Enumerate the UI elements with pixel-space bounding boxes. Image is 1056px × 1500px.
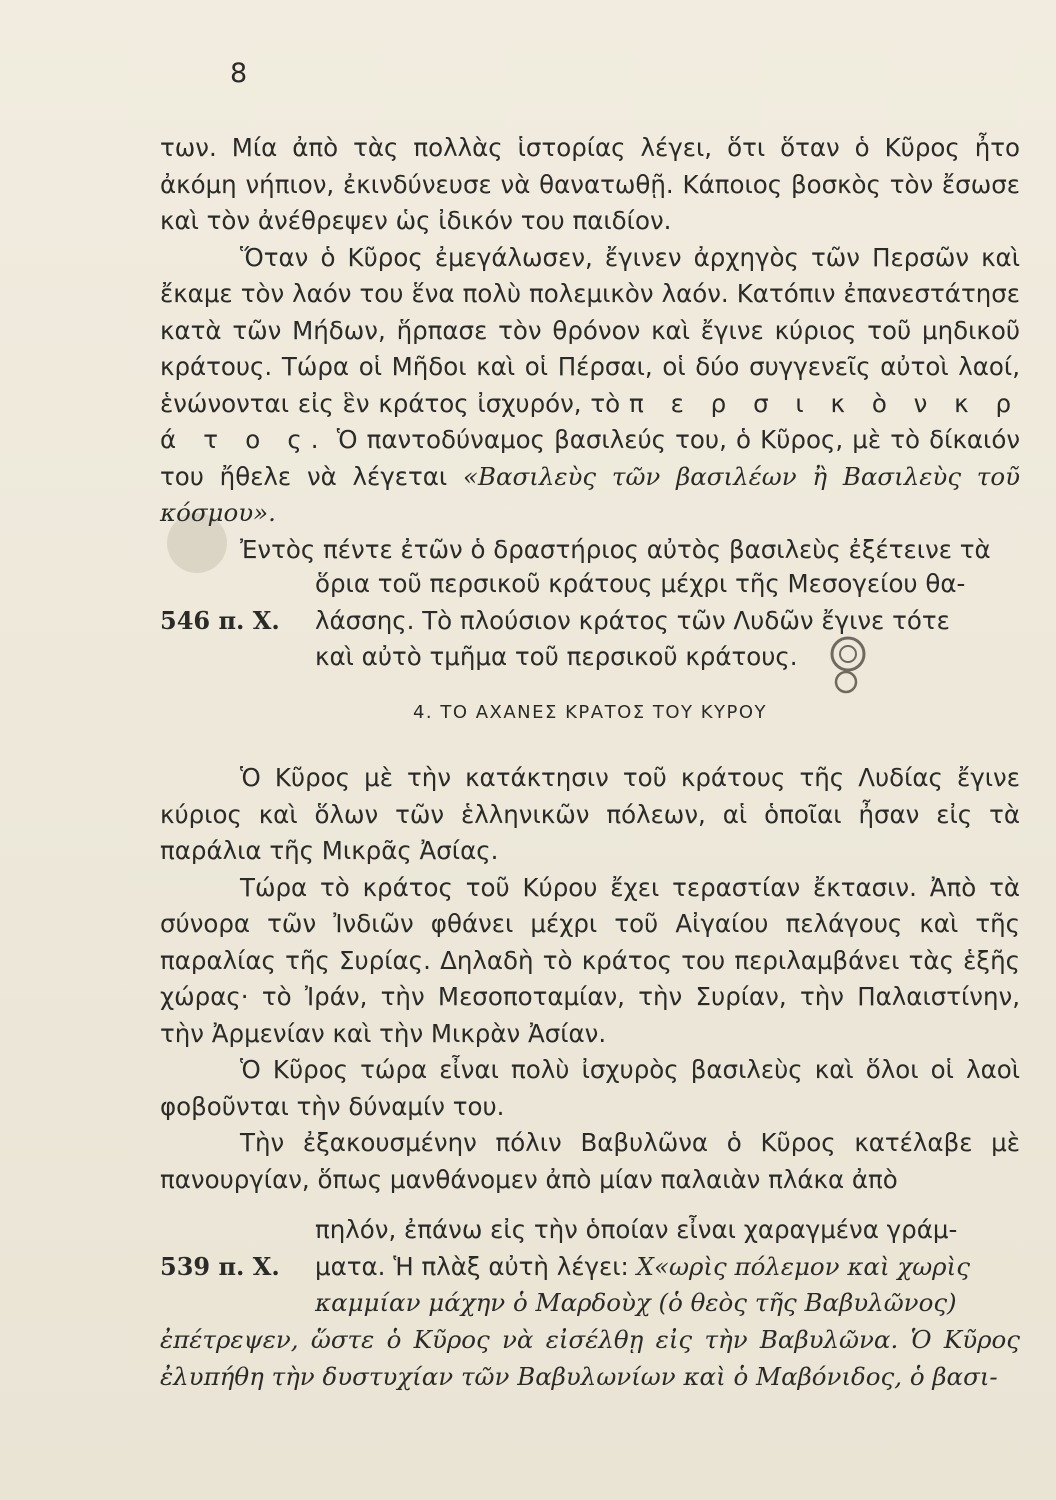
text-block-bottom: [160, 1322, 1020, 1395]
paragraph-5: Τώρα τὸ κράτος τοῦ Κύρου ἔχει τεραστίαν ἔκτασιν. Ἀπὸ τὰ σύνορα τῶν Ἰνδιῶν φθάνει μέχρι τοῦ Αἰγαίου πελάγους καὶ τῆς παραλίας τῆς Συρίας. Δηλαδὴ τὸ κράτος του περιλαμβάνει τὰς ἑξῆς χώρας· τὸ Ἰράν, τὴν Μεσοποταμίαν, τὴν Συρίαν, τὴν Παλαιστίνην, τὴν Ἀρμενίαν καὶ τὴν Μικρὰν Ἀσίαν.: [160, 872, 1020, 1048]
paragraph-2-text-b: Ὁ παντοδύναμος βασιλεύς του, ὁ Κῦρος, μὲ τὸ δίκαιόν του ἤθελε νὰ λέγεται: [160, 425, 1021, 491]
paragraph-7-first: Τὴν ἐξακουσμένην πόλιν Βαβυλῶνα ὁ Κῦρος κατέλαβε μὲ πανουργίαν, ὅπως μανθάνομεν ἀπὸ μίαν παλαιὰν πλάκα ἀπὸ: [160, 1128, 1020, 1194]
section-heading: 4. ΤΟ ΑΧΑΝΕΣ ΚΡΑΤΟΣ ΤΟΥ ΚΥΡΟΥ: [412, 702, 768, 723]
text-block-top: [160, 130, 1020, 568]
side-row-3: [160, 639, 1020, 676]
paragraph-7-italic-rest: ἐπέτρεψεν, ὥστε ὁ Κῦρος νὰ εἰσέλθῃ εἰς τὴν Βαβυλῶνα. Ὁ Κῦρος ἐλυπήθη τὴν δυστυχίαν τῶν Βαβυλωνίων καὶ ὁ Μαβόνιδος, ὁ βασι-: [160, 1325, 1020, 1391]
library-stamp-icon: [818, 632, 878, 698]
paragraph-2: [160, 240, 1020, 532]
sidenote-block-546: [160, 566, 1020, 676]
paragraph-2-text-a: Ὅταν ὁ Κῦρος ἐμεγάλωσεν, ἔγινεν ἀρχηγὸς τῶν Περσῶν καὶ ἔκαμε τὸν λαόν του ἕνα πολὺ πολεμικὸν λαόν. Κατόπιν ἐπανεστάτησε κατὰ τῶν Μήδων, ἥρπασε τὸν θρόνον καὶ ἔγινε κύριος τοῦ μηδικοῦ κράτους. Τώρα οἱ Μῆδοι καὶ οἱ Πέρσαι, οἱ δύο συγγενεῖς αὐτοὶ λαοί, ἑνώνονται εἰς ἓν κράτος ἰσχυρόν, τὸ: [160, 242, 1020, 418]
side-row-a: [160, 1212, 1020, 1249]
side-line: καὶ αὐτὸ τμῆμα τοῦ περσικοῦ κράτους.: [315, 642, 798, 671]
side-row-1: [160, 566, 1020, 603]
paragraph-3-first-line: Ἐντὸς πέντε ἐτῶν ὁ δραστήριος αὐτὸς βασιλεὺς ἐξέτεινε τὰ: [240, 534, 991, 564]
side-line: [315, 1249, 1020, 1286]
side-row-2: [160, 603, 1020, 640]
sidenote-block-539: [160, 1212, 1020, 1322]
page-number: 8: [230, 58, 248, 89]
side-row-c: [160, 1285, 1020, 1322]
text-block-middle: [160, 760, 1020, 1198]
side-line: λάσσης. Τὸ πλούσιον κράτος τῶν Λυδῶν ἔγινε τότε: [315, 605, 950, 635]
margin-date-539: 539 π. Χ.: [160, 1251, 280, 1281]
side-line-text: ματα. Ἡ πλὰξ αὐτὴ λέγει:: [315, 1251, 629, 1281]
paragraph-2-spaced-text: π ε ρ σ ι κ ὸ ν κ ρ ά τ ο ς.: [160, 388, 1020, 454]
paragraph-6: Ὁ Κῦρος τώρα εἶναι πολὺ ἰσχυρὸς βασιλεὺς καὶ ὅλοι οἱ λαοὶ φοβοῦνται τὴν δύναμίν του.: [160, 1055, 1020, 1121]
side-row-b: [160, 1249, 1020, 1286]
side-line-italic: Χ«ωρὶς πόλεμον καὶ χωρὶς: [636, 1251, 970, 1281]
paragraph-1: των. Μία ἀπὸ τὰς πολλὰς ἱστορίας λέγει, ὅτι ὅταν ὁ Κῦρος ἦτο ἀκόμη νήπιον, ἐκινδύνευσε νὰ θανατωθῇ. Κάποιος βοσκὸς τὸν ἔσωσε καὶ τὸν ἀνέθρεψεν ὡς ἰδικόν του παιδίον.: [160, 133, 1020, 235]
paragraph-4: Ὁ Κῦρος μὲ τὴν κατάκτησιν τοῦ κράτους τῆς Λυδίας ἔγινε κύριος καὶ ὅλων τῶν ἑλληνικῶν πόλεων, αἱ ὁποῖαι ἦσαν εἰς τὰ παράλια τῆς Μικρᾶς Ἀσίας.: [160, 763, 1020, 865]
side-line: ὅρια τοῦ περσικοῦ κράτους μέχρι τῆς Μεσογείου θα-: [315, 569, 966, 598]
side-line: πηλόν, ἐπάνω εἰς τὴν ὁποίαν εἶναι χαραγμένα γράμ-: [315, 1215, 958, 1244]
side-line-italic: καμμίαν μάχην ὁ Μαρδοὺχ (ὁ θεὸς τῆς Βαβυλῶνος): [315, 1288, 957, 1317]
paragraph-2-italic-quote: «Βασιλεὺς τῶν βασιλέων ἢ Βασιλεὺς τοῦ κόσμου».: [160, 461, 1021, 527]
margin-date-546: 546 π. Χ.: [160, 605, 280, 635]
